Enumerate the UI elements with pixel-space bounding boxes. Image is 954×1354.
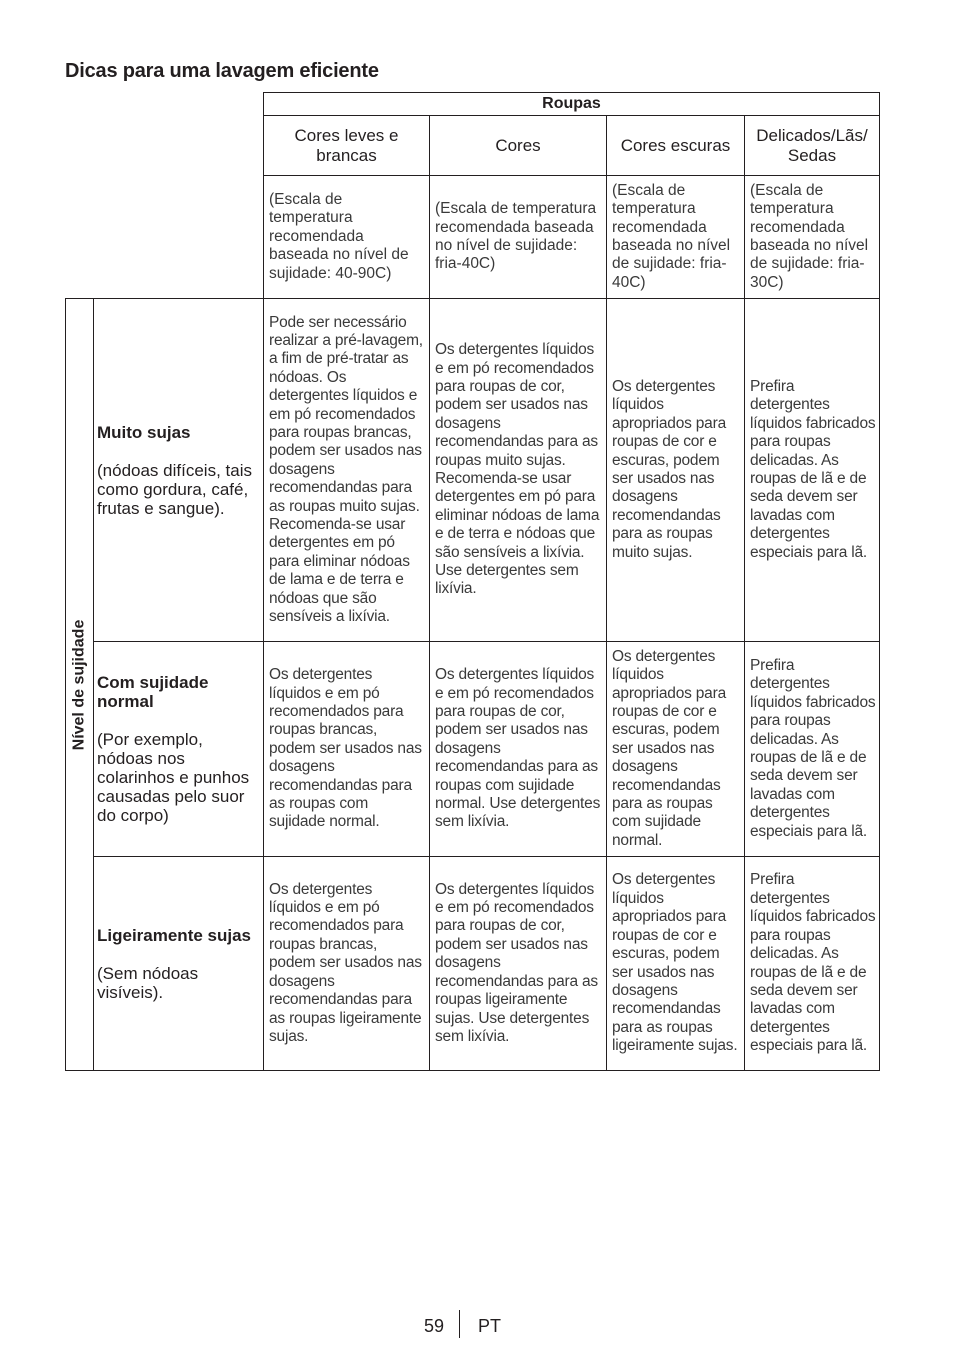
column-header-light-white: Cores leves e brancas xyxy=(263,115,430,176)
temperature-scale-cell xyxy=(429,175,607,299)
side-header-label: Nível de sujidade xyxy=(70,619,88,750)
temperature-scale-cell xyxy=(744,175,880,299)
cell-text: Os detergentes líquidos e em pó recomendados para roupas de cor, podem ser usados nas dosagens recomendandas para as roupas ligeiramente sujas. Use detergentes sem lixívia. xyxy=(435,880,598,1045)
page-title: Dicas para uma lavagem eficiente xyxy=(65,60,379,82)
footer-divider xyxy=(459,1310,460,1338)
row-header-very-dirty xyxy=(93,298,264,642)
cell-text: Pode ser necessário realizar a pré-lavagem, a fim de pré-tratar as nódoas. Os detergentes líquidos e em pó recomendados para roupas brancas, podem ser usados nas dosagens recomendandas para as roupas muito sujas. Recomenda-se usar detergentes em pó para eliminar nódoas de lama e de terra e nódoas que são sensíveis a lixívia. xyxy=(269,313,423,626)
language-code: PT xyxy=(478,1316,502,1336)
table-cell xyxy=(606,856,745,1071)
temperature-scale-text: (Escala de temperatura recomendada baseada no nível de sujidade: fria-30C) xyxy=(750,181,869,291)
table-cell xyxy=(263,298,430,642)
table-cell xyxy=(429,856,607,1071)
cell-text: Os detergentes líquidos e em pó recomendados para roupas brancas, podem ser usados nas dosagens recomendandas para as roupas ligeiramente sujas. xyxy=(269,880,422,1045)
table-cell xyxy=(606,298,745,642)
column-group-header: Roupas xyxy=(263,92,880,116)
temperature-scale-cell xyxy=(263,175,430,299)
cell-text: Os detergentes líquidos apropriados para roupas de cor e escuras, podem ser usados nas dosagens recomendandas para as roupas ligeiramente sujas. xyxy=(612,871,738,1055)
row-label: Muito sujas xyxy=(97,422,191,442)
table-cell xyxy=(606,641,745,857)
cell-text: Prefira detergentes líquidos fabricados para roupas delicadas. As roupas de lã e de seda devem ser lavadas com detergentes especiais para lã. xyxy=(750,377,876,561)
row-header-lightly-dirty xyxy=(93,856,264,1071)
column-header-colors: Cores xyxy=(429,115,607,176)
table-cell xyxy=(263,856,430,1071)
temperature-scale-text: (Escala de temperatura recomendada baseada no nível de sujidade: fria-40C) xyxy=(612,181,731,291)
table-cell xyxy=(429,298,607,642)
temperature-scale-cell xyxy=(606,175,745,299)
row-label: Ligeiramente sujas xyxy=(97,925,252,945)
column-header-delicates: Delicados/Lãs/ Sedas xyxy=(744,115,880,176)
table-cell xyxy=(744,856,880,1071)
page-number: 59 xyxy=(424,1316,445,1336)
row-header-normal xyxy=(93,641,264,857)
cell-text: Os detergentes líquidos apropriados para roupas de cor e escuras, podem ser usados nas dosagens recomendandas para as roupas com sujidade normal. xyxy=(612,647,726,849)
row-label: Com sujidade normal xyxy=(97,673,209,711)
row-note: (Sem nódoas visíveis). xyxy=(97,963,199,1002)
cell-text: Os detergentes líquidos apropriados para roupas de cor e escuras, podem ser usados nas dosagens recomendandas para as roupas muito sujas. xyxy=(612,377,726,561)
cell-text: Prefira detergentes líquidos fabricados para roupas delicadas. As roupas de lã e de seda devem ser lavadas com detergentes especiais para lã. xyxy=(750,656,876,840)
cell-text: Os detergentes líquidos e em pó recomendados para roupas de cor, podem ser usados nas dosagens recomendandas para as roupas com sujidade normal. Use detergentes sem lixívia. xyxy=(435,666,601,831)
cell-text: Prefira detergentes líquidos fabricados para roupas delicadas. As roupas de lã e de seda devem ser lavadas com detergentes especiais para lã. xyxy=(750,871,876,1055)
temperature-scale-text: (Escala de temperatura recomendada baseada no nível de sujidade: 40-90C) xyxy=(269,190,409,282)
table-cell xyxy=(744,641,880,857)
cell-text: Os detergentes líquidos e em pó recomendados para roupas de cor, podem ser usados nas dosagens recomendandas para as roupas muito sujas. Recomenda-se usar detergentes em pó para eliminar nódoas de lama e de terra e nódoas que são sensíveis a lixívia. Use detergentes sem lixívia. xyxy=(435,341,600,598)
column-header-dark-colors: Cores escuras xyxy=(606,115,745,176)
table-cell xyxy=(744,298,880,642)
cell-text: Os detergentes líquidos e em pó recomendados para roupas brancas, podem ser usados nas dosagens recomendandas para as roupas com sujidade normal. xyxy=(269,666,422,831)
temperature-scale-text: (Escala de temperatura recomendada baseada no nível de sujidade: fria-40C) xyxy=(435,200,597,273)
row-note: (Por exemplo, nódoas nos colarinhos e punhos causadas pelo suor do corpo) xyxy=(97,730,250,825)
row-note: (nódoas difíceis, tais como gordura, café, frutas e sangue). xyxy=(97,460,252,518)
side-header-cell xyxy=(65,298,94,1071)
table-cell xyxy=(263,641,430,857)
table-cell xyxy=(429,641,607,857)
